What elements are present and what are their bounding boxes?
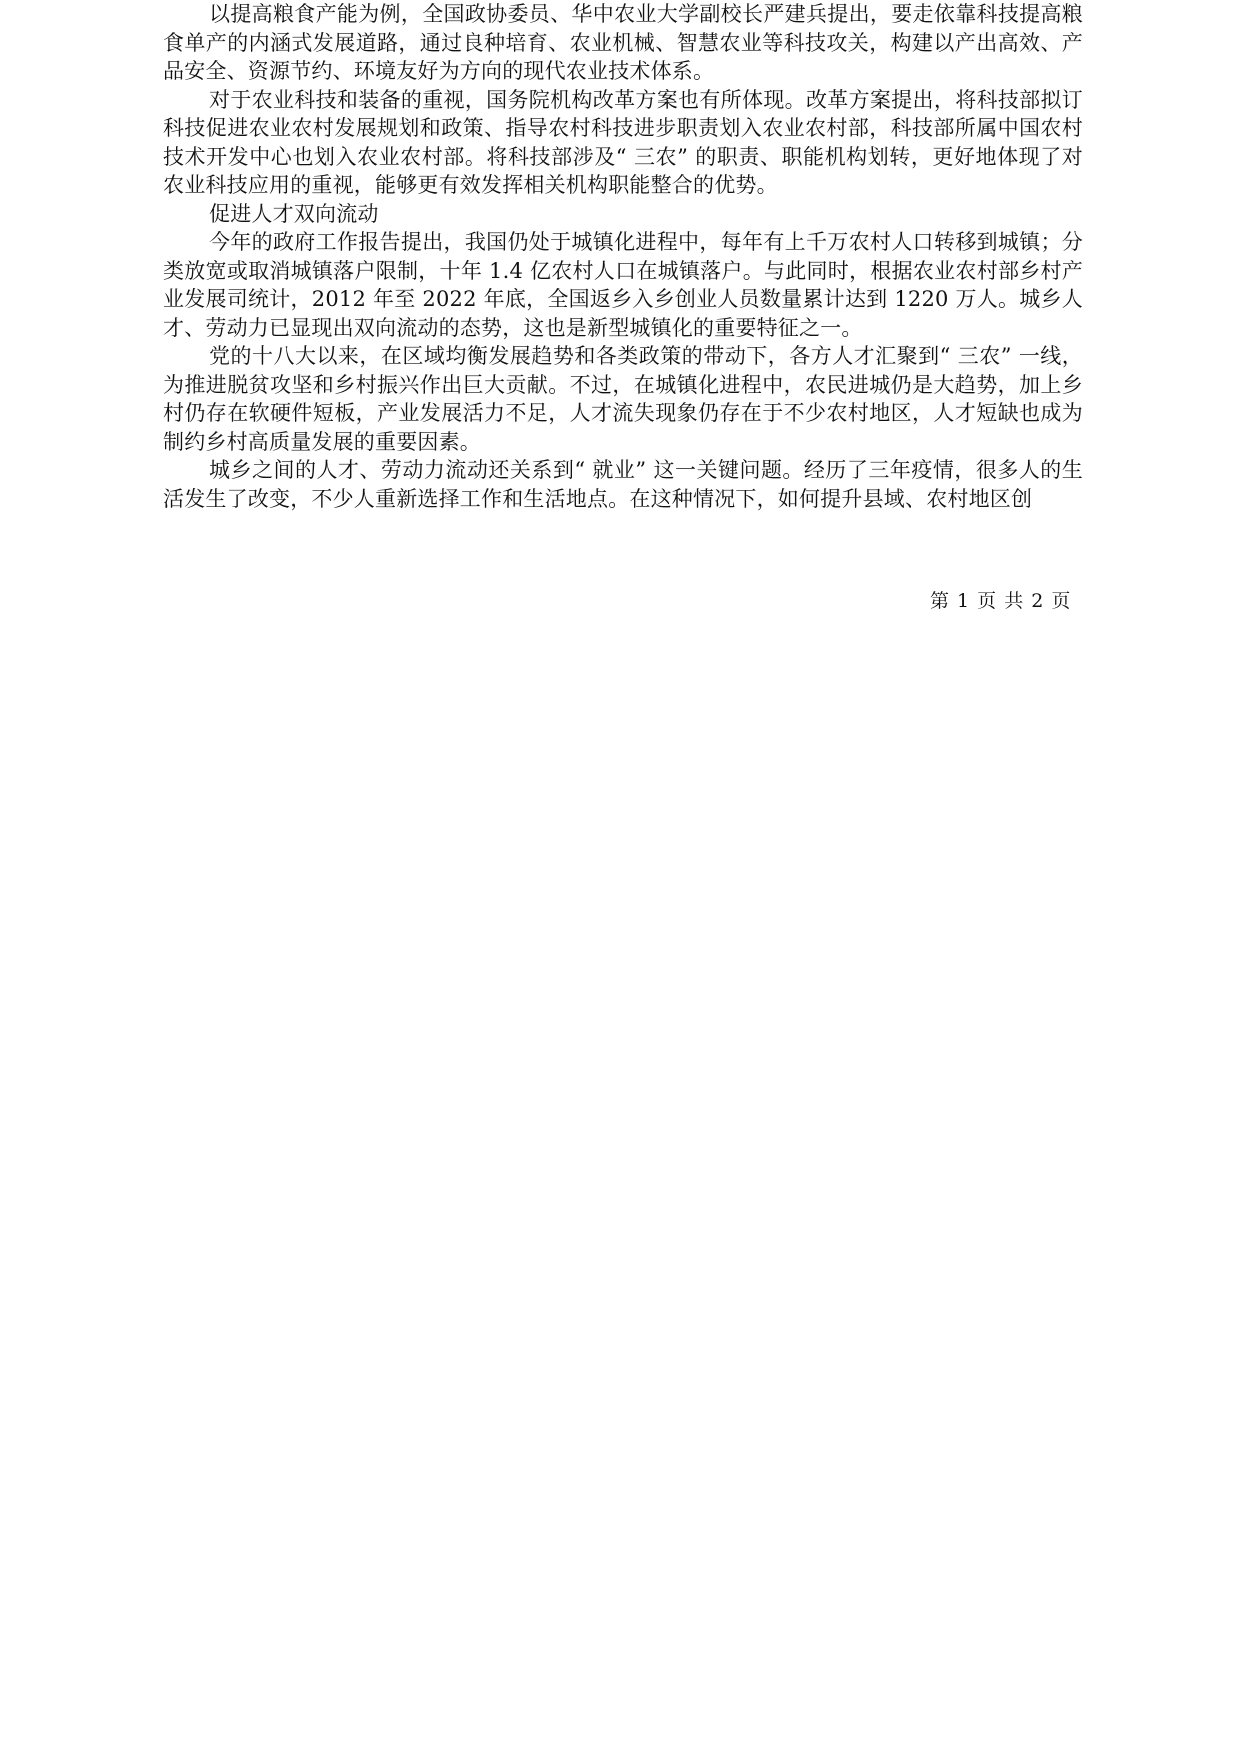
paragraph-grain-capacity: 以提高粮食产能为例，全国政协委员、华中农业大学副校长严建兵提出，要走依靠科技提高粮食单产的内涵式发展道路，通过良种培育、农业机械、智慧农业等科技攻关，构建以产出高效、产品安全、资源节约、环境友好为方向的现代农业技术体系。: [163, 2, 1083, 83]
paragraph-employment: 城乡之间的人才、劳动力流动还关系到“ 就业” 这一关键问题。经历了三年疫情，很多人的生活发生了改变，不少人重新选择工作和生活地点。在这种情况下，如何提升县域、农村地区创: [163, 458, 1083, 511]
page-number-footer: 第 1 页 共 2 页: [930, 590, 1072, 612]
paragraph-urbanization-report: 今年的政府工作报告提出，我国仍处于城镇化进程中，每年有上千万农村人口转移到城镇；分类放宽或取消城镇落户限制，十年 1.4 亿农村人口在城镇落户。与此同时，根据农业农村部乡村产业发展司统计，2012 年至 2022 年底，全国返乡入乡创业人员数量累计达到 1220 万人。城乡人才、劳动力已显现出双向流动的态势，这也是新型城镇化的重要特征之一。: [163, 230, 1083, 340]
paragraph-talent-shortage: 党的十八大以来，在区域均衡发展趋势和各类政策的带动下，各方人才汇聚到“ 三农” 一线，为推进脱贫攻坚和乡村振兴作出巨大贡献。不过，在城镇化进程中，农民进城仍是大趋势，加上乡村仍存在软硬件短板，产业发展活力不足，人才流失现象仍存在于不少农村地区，人才短缺也成为制约乡村高质量发展的重要因素。: [163, 344, 1083, 454]
body-text: [163, 0, 1083, 513]
section-heading-talent-flow: 促进人才双向流动: [209, 201, 379, 226]
paragraph-institutional-reform: 对于农业科技和装备的重视，国务院机构改革方案也有所体现。改革方案提出，将科技部拟订科技促进农业农村发展规划和政策、指导农村科技进步职责划入农业农村部，科技部所属中国农村技术开发中心也划入农业农村部。将科技部涉及“ 三农” 的职责、职能机构划转，更好地体现了对农业科技应用的重视，能够更有效发挥相关机构职能整合的优势。: [163, 87, 1083, 197]
